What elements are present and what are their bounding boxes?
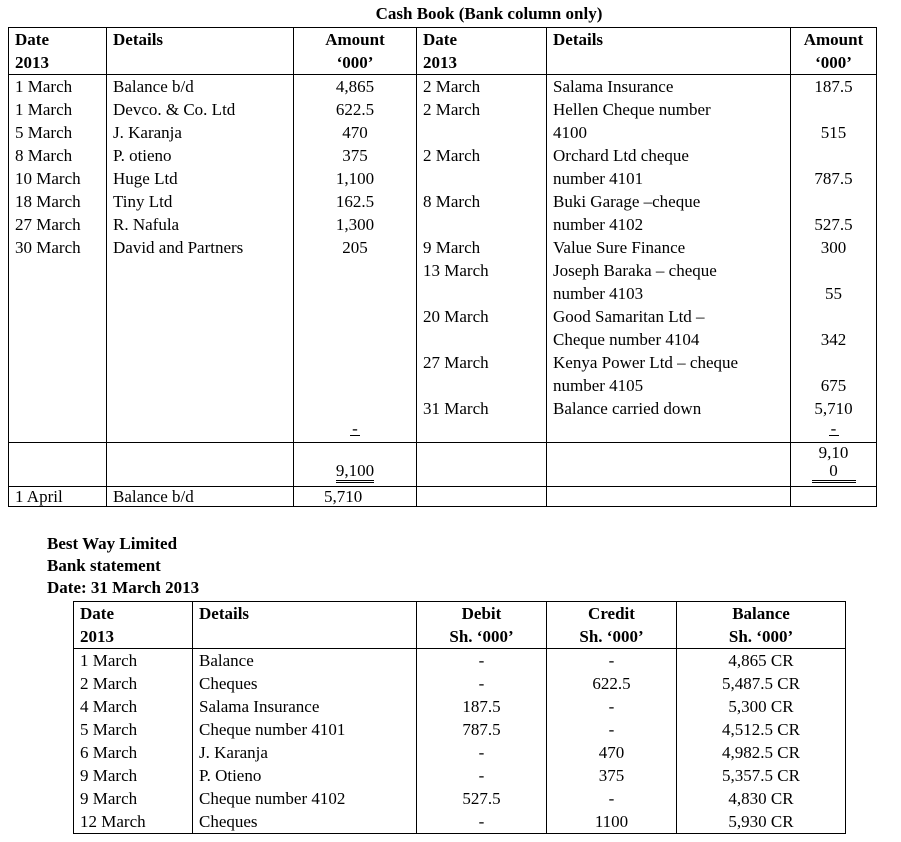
bs-date: 6 March <box>80 743 138 762</box>
cash-book-header-row <box>9 28 877 75</box>
bs-credit: 1100 <box>594 812 629 831</box>
bs-balance: 4,830 CR <box>728 789 794 808</box>
bs-date: 2 March <box>80 674 138 693</box>
credit-details: Kenya Power Ltd – cheque <box>553 353 739 372</box>
bs-date: 5 March <box>80 720 138 739</box>
bs-details-column <box>193 649 417 834</box>
credit-total: 9,10 0 <box>791 443 877 487</box>
bs-details: Cheque number 4101 <box>199 720 346 739</box>
bs-date: 1 March <box>80 651 138 670</box>
debit-date: 10 March <box>15 169 81 188</box>
bs-debit: - <box>478 766 485 785</box>
bs-date: 9 March <box>80 766 138 785</box>
bs-details-header: Details <box>193 602 417 649</box>
company-name: Best Way Limited <box>47 534 178 553</box>
credit-amount: 187.5 <box>814 77 853 96</box>
debit-date: 30 March <box>15 238 81 257</box>
closing-date: 1 April <box>9 487 107 507</box>
credit-date-header: Date 2013 <box>417 28 547 75</box>
bs-date: 12 March <box>80 812 146 831</box>
bs-credit: - <box>608 651 615 670</box>
bank-statement-body-row <box>74 649 846 834</box>
bs-credit: 622.5 <box>592 674 631 693</box>
debit-amount: 622.5 <box>335 100 375 119</box>
debit-date: 5 March <box>15 123 73 142</box>
bank-statement-heading <box>47 533 199 599</box>
debit-details: David and Partners <box>113 238 244 257</box>
bs-date: 4 March <box>80 697 138 716</box>
debit-date: 1 March <box>15 100 73 119</box>
credit-amount-header: Amount ‘000’ <box>791 28 877 75</box>
bs-debit: 527.5 <box>462 789 501 808</box>
credit-date: 9 March <box>423 238 481 257</box>
bs-details: Salama Insurance <box>199 697 320 716</box>
bs-debit-column <box>417 649 547 834</box>
credit-details: number 4101 <box>553 169 644 188</box>
subtotal-mark: - <box>350 423 360 436</box>
credit-amount: 675 <box>820 376 847 395</box>
credit-details-header: Details <box>547 28 791 75</box>
credit-date: 20 March <box>423 307 489 326</box>
bs-debit: 787.5 <box>462 720 501 739</box>
credit-details: number 4105 <box>553 376 644 395</box>
cash-book-closing-row <box>9 487 877 507</box>
credit-details: Value Sure Finance <box>553 238 686 257</box>
bs-credit: - <box>608 789 615 808</box>
debit-total: 9,100 <box>336 462 374 483</box>
closing-details: Balance b/d <box>107 487 294 507</box>
credit-date: 27 March <box>423 353 489 372</box>
debit-details-header: Details <box>107 28 294 75</box>
bs-debit: 187.5 <box>462 697 501 716</box>
bs-balance: 5,487.5 CR <box>722 674 800 693</box>
credit-amount: 515 <box>820 123 847 142</box>
bs-balance: 5,930 CR <box>728 812 794 831</box>
credit-details: Orchard Ltd cheque <box>553 146 689 165</box>
debit-amount: 162.5 <box>335 192 375 211</box>
bs-dates-column <box>74 649 193 834</box>
debit-amounts-column <box>294 75 417 443</box>
debit-details-column <box>107 75 294 443</box>
statement-date: Date: 31 March 2013 <box>47 578 200 597</box>
bs-balance-column <box>677 649 846 834</box>
statement-title: Bank statement <box>47 556 161 575</box>
bs-details: Cheque number 4102 <box>199 789 346 808</box>
bs-balance: 5,300 CR <box>728 697 794 716</box>
credit-details: Joseph Baraka – cheque <box>553 261 717 280</box>
bank-statement-table <box>73 601 846 834</box>
credit-date: 2 March <box>423 77 481 96</box>
credit-details: Buki Garage –cheque <box>553 192 701 211</box>
credit-amount: 787.5 <box>814 169 853 188</box>
credit-amount: 342 <box>820 330 847 349</box>
credit-details: Balance carried down <box>553 399 702 418</box>
debit-amount: 1,300 <box>335 215 375 234</box>
credit-date: 2 March <box>423 146 481 165</box>
credit-amount: 300 <box>820 238 847 257</box>
cash-book-title: Cash Book (Bank column only) <box>375 4 603 23</box>
debit-details: J. Karanja <box>113 123 182 142</box>
cash-book-totals-row <box>9 443 877 487</box>
credit-amounts-column <box>791 75 877 443</box>
debit-date-header: Date 2013 <box>9 28 107 75</box>
bs-debit: - <box>478 651 485 670</box>
bs-debit: - <box>478 812 485 831</box>
bs-credit-header: Credit Sh. ‘000’ <box>547 602 677 649</box>
bs-debit: - <box>478 743 485 762</box>
credit-details: number 4102 <box>553 215 644 234</box>
bs-balance: 4,982.5 CR <box>722 743 800 762</box>
debit-date: 18 March <box>15 192 81 211</box>
bs-details: Cheques <box>199 674 258 693</box>
credit-details: Hellen Cheque number <box>553 100 711 119</box>
credit-date: 8 March <box>423 192 481 211</box>
bs-date-header: Date 2013 <box>74 602 193 649</box>
bs-credit: 470 <box>598 743 625 762</box>
cash-book-table <box>8 27 877 507</box>
debit-date: 27 March <box>15 215 81 234</box>
debit-details: P. otieno <box>113 146 172 165</box>
debit-details: Tiny Ltd <box>113 192 173 211</box>
debit-amount: 1,100 <box>335 169 375 188</box>
debit-amount: 470 <box>342 123 368 142</box>
debit-date: 8 March <box>15 146 73 165</box>
credit-details: 4100 <box>553 123 587 142</box>
debit-amount-header: Amount ‘000’ <box>294 28 417 75</box>
debit-details: Balance b/d <box>113 77 194 96</box>
credit-amount: 527.5 <box>814 215 853 234</box>
credit-date: 31 March <box>423 399 489 418</box>
cash-book-body-row <box>9 75 877 443</box>
closing-amount: 5,710 <box>294 487 417 507</box>
credit-amount: 5,710 <box>814 399 853 418</box>
credit-amount: 55 <box>825 284 842 303</box>
credit-date: 13 March <box>423 261 489 280</box>
credit-date: 2 March <box>423 100 481 119</box>
bs-credit: - <box>608 697 615 716</box>
debit-amount: 375 <box>342 146 368 165</box>
debit-amount: 4,865 <box>335 77 375 96</box>
credit-details: number 4103 <box>553 284 644 303</box>
credit-details-column <box>547 75 791 443</box>
subtotal-mark: - <box>829 423 839 436</box>
credit-details: Cheque number 4104 <box>553 330 700 349</box>
bs-credit: 375 <box>598 766 625 785</box>
bs-balance: 4,512.5 CR <box>722 720 800 739</box>
bs-details: Balance <box>199 651 254 670</box>
bs-date: 9 March <box>80 789 138 808</box>
bs-balance: 4,865 CR <box>728 651 794 670</box>
debit-details: Huge Ltd <box>113 169 178 188</box>
bs-details: J. Karanja <box>199 743 268 762</box>
debit-details: Devco. & Co. Ltd <box>113 100 236 119</box>
bs-debit: - <box>478 674 485 693</box>
bs-balance: 5,357.5 CR <box>722 766 800 785</box>
credit-dates-column <box>417 75 547 443</box>
bs-details: Cheques <box>199 812 258 831</box>
debit-dates-column <box>9 75 107 443</box>
debit-amount: 205 <box>342 238 368 257</box>
bs-details: P. Otieno <box>199 766 262 785</box>
bs-debit-header: Debit Sh. ‘000’ <box>417 602 547 649</box>
debit-date: 1 March <box>15 77 73 96</box>
bs-credit-column <box>547 649 677 834</box>
bs-credit: - <box>608 720 615 739</box>
bs-balance-header: Balance Sh. ‘000’ <box>677 602 846 649</box>
debit-details: R. Nafula <box>113 215 180 234</box>
credit-details: Good Samaritan Ltd – <box>553 307 705 326</box>
credit-details: Salama Insurance <box>553 77 674 96</box>
bank-statement-header-row <box>74 602 846 649</box>
